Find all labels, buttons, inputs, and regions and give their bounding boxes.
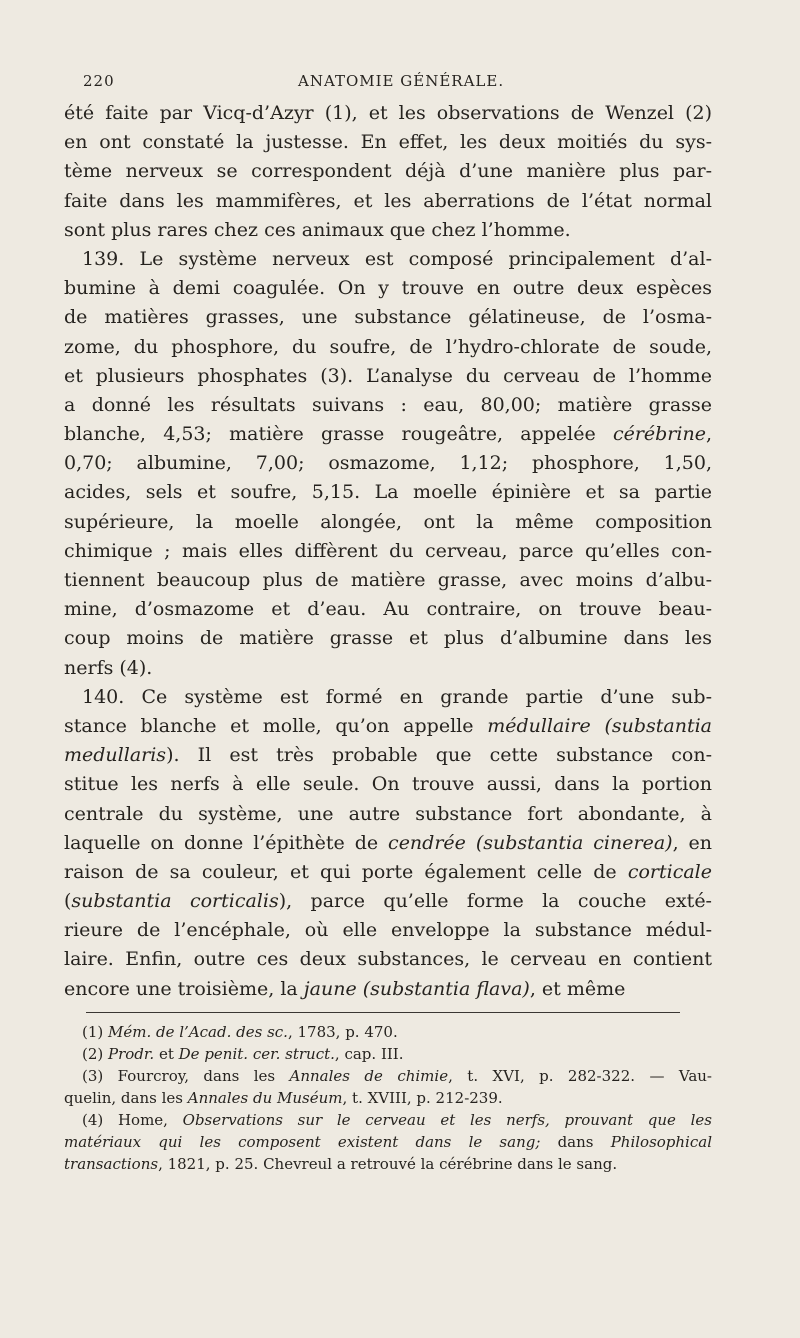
text-segment: 140. Ce système est formé en grande partie d’une sub- xyxy=(82,685,712,708)
italic-text: Annales de chimie xyxy=(289,1067,449,1085)
footnote-line xyxy=(64,1087,712,1109)
footnote-line xyxy=(64,1153,712,1175)
text-line xyxy=(64,508,712,537)
text-line xyxy=(64,829,712,858)
text-line xyxy=(64,157,712,186)
text-segment: chimique ; mais elles diffèrent du cerveau, parce qu’elles con- xyxy=(64,539,712,562)
italic-text: Prodr. xyxy=(108,1045,155,1063)
text-line xyxy=(64,566,712,595)
text-line xyxy=(64,478,712,507)
italic-text: medullaris xyxy=(64,744,167,767)
text-line xyxy=(64,274,712,303)
text-line xyxy=(64,654,712,683)
text-segment: nerfs (4). xyxy=(64,656,153,679)
text-line xyxy=(64,770,712,799)
text-segment: supérieure, la moelle alongée, ont la même composition xyxy=(64,510,712,533)
text-segment: et xyxy=(154,1045,179,1063)
italic-text: Mém. de l’Acad. des sc. xyxy=(108,1023,288,1041)
page-number: 220 xyxy=(83,72,115,90)
italic-text: cendrée (substantia cinerea) xyxy=(388,831,673,854)
italic-text: De penit. cer. struct. xyxy=(178,1045,335,1063)
text-segment: centrale du système, une autre substance fort abondante, à xyxy=(64,802,712,825)
text-segment: , 1783, p. 470. xyxy=(287,1023,398,1041)
italic-text: Philosophical xyxy=(610,1133,712,1151)
footnote-line xyxy=(64,1021,712,1043)
footnote-line xyxy=(64,1065,712,1087)
text-segment: stitue les nerfs à elle seule. On trouve aussi, dans la portion xyxy=(64,773,712,796)
text-line xyxy=(64,975,712,1004)
italic-text: cérébrine xyxy=(612,423,706,446)
text-line xyxy=(64,537,712,566)
text-segment: 0,70; albumine, 7,00; osmazome, 1,12; phosphore, 1,50, xyxy=(64,452,712,475)
text-line xyxy=(64,391,712,420)
text-line xyxy=(64,303,712,332)
italic-text: substantia corticalis xyxy=(71,890,279,913)
text-line xyxy=(64,128,712,157)
text-line xyxy=(64,887,712,916)
text-segment: (1) xyxy=(82,1023,109,1041)
text-segment: été faite par Vicq-d’Azyr (1), et les observations de Wenzel (2) xyxy=(64,102,712,124)
text-segment: sont plus rares chez ces animaux que chez l’homme. xyxy=(64,218,571,241)
italic-text: transactions xyxy=(64,1155,159,1173)
text-line xyxy=(64,916,712,945)
text-segment: encore une troisième, la xyxy=(64,977,304,1000)
main-text xyxy=(64,99,712,1004)
footnote-rule xyxy=(86,1012,680,1013)
text-line xyxy=(64,420,712,449)
text-segment: , t. XVI, p. 282-322. — Vau- xyxy=(448,1067,712,1085)
text-segment: tiennent beaucoup plus de matière grasse, avec moins d’albu- xyxy=(64,569,712,591)
text-segment: de matières grasses, une substance gélatineuse, de l’osma- xyxy=(64,306,712,329)
footnote-line xyxy=(64,1109,712,1131)
text-segment: zome, du phosphore, du soufre, de l’hydro-chlorate de soude, xyxy=(64,335,712,358)
text-segment: mine, d’osmazome et d’eau. Au contraire, on trouve beau- xyxy=(64,598,712,621)
text-segment: , t. XVIII, p. 212-239. xyxy=(342,1089,503,1107)
text-line xyxy=(64,333,712,362)
text-segment: (2) xyxy=(82,1045,109,1063)
italic-text: corticale xyxy=(627,860,712,883)
text-line xyxy=(64,741,712,770)
text-line xyxy=(64,99,712,128)
italic-text: Annales du Muséum xyxy=(187,1089,343,1107)
italic-text: matériaux qui les composent existent dans le sang; xyxy=(64,1133,541,1151)
text-line xyxy=(64,624,712,653)
text-segment: et plusieurs phosphates (3). L’analyse du cerveau de l’homme xyxy=(64,364,712,387)
footnotes xyxy=(64,1021,712,1175)
footnote-line xyxy=(64,1043,712,1065)
text-segment: dans xyxy=(540,1133,611,1151)
text-line xyxy=(64,362,712,391)
italic-text: Observations sur le cerveau et les nerfs, prouvant que les xyxy=(182,1111,712,1129)
italic-text: jaune (substantia flava) xyxy=(303,977,530,1000)
text-segment: ). Il est très probable que cette substance con- xyxy=(166,744,712,767)
text-line xyxy=(64,245,712,274)
text-line xyxy=(64,595,712,624)
text-segment: coup moins de matière grasse et plus d’albumine dans les xyxy=(64,627,712,650)
text-segment: , xyxy=(705,423,712,446)
text-segment: a donné les résultats suivans : eau, 80,00; matière grasse xyxy=(64,393,712,416)
text-segment: , en xyxy=(672,831,713,854)
text-segment: raison de sa couleur, et qui porte également celle de xyxy=(64,860,628,883)
text-line xyxy=(64,800,712,829)
text-line xyxy=(64,712,712,741)
text-line xyxy=(64,945,712,974)
text-segment: acides, sels et soufre, 5,15. La moelle épinière et sa partie xyxy=(64,481,712,504)
text-segment: stance blanche et molle, qu’on appelle xyxy=(64,714,488,737)
text-line xyxy=(64,683,712,712)
text-segment: ( xyxy=(64,890,72,913)
text-segment: laire. Enfin, outre ces deux substances, le cerveau en contient xyxy=(64,948,712,971)
text-line xyxy=(64,858,712,887)
text-segment: (4) Home, xyxy=(82,1111,183,1129)
text-line xyxy=(64,216,712,245)
text-segment: en ont constaté la justesse. En effet, les deux moitiés du sys- xyxy=(64,131,712,154)
text-segment: bumine à demi coagulée. On y trouve en outre deux espèces xyxy=(64,277,712,300)
text-segment: rieure de l’encéphale, où elle enveloppe la substance médul- xyxy=(64,919,712,942)
text-segment: laquelle on donne l’épithète de xyxy=(64,831,389,854)
text-segment: , cap. III. xyxy=(334,1045,404,1063)
text-segment: ), parce qu’elle forme la couche exté- xyxy=(278,890,712,913)
text-segment: blanche, 4,53; matière grasse rougeâtre, appelée xyxy=(64,423,613,446)
text-segment: quelin, dans les xyxy=(64,1089,188,1107)
footnote-line xyxy=(64,1131,712,1153)
running-header xyxy=(83,72,711,96)
text-segment: 139. Le système nerveux est composé principalement d’al- xyxy=(82,247,712,270)
text-line xyxy=(64,187,712,216)
text-segment: , 1821, p. 25. Chevreul a retrouvé la cérébrine dans le sang. xyxy=(158,1155,618,1173)
text-segment: , et même xyxy=(529,977,626,1000)
text-segment: (3) Fourcroy, dans les xyxy=(82,1067,290,1085)
italic-text: médullaire (substantia xyxy=(487,714,712,737)
text-segment: tème nerveux se correspondent déjà d’une manière plus par- xyxy=(64,160,712,183)
running-title: ANATOMIE GÉNÉRALE. xyxy=(298,72,505,90)
text-segment: faite dans les mammifères, et les aberrations de l’état normal xyxy=(64,189,712,212)
text-line xyxy=(64,449,712,478)
